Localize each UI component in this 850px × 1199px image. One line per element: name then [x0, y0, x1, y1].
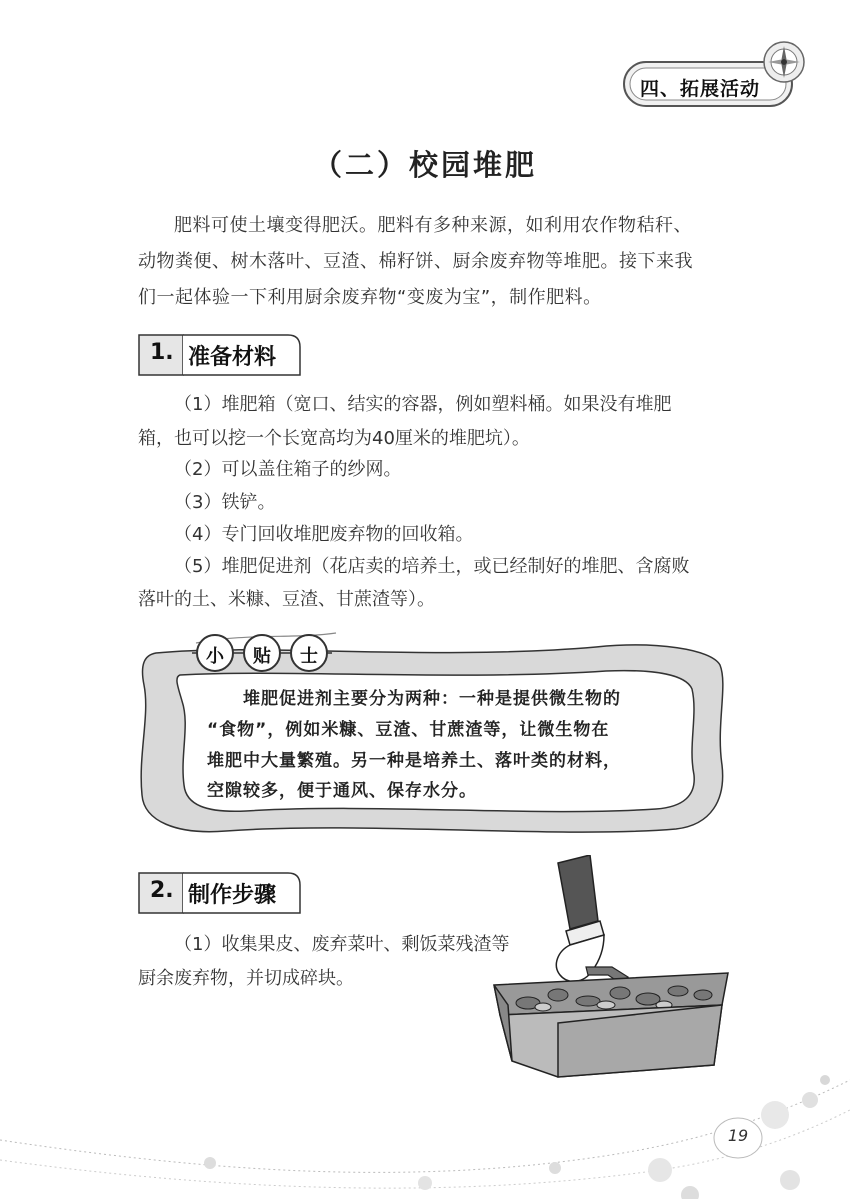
- tip-label-char: 贴: [253, 646, 271, 667]
- list-item: （3）铁铲。: [174, 492, 276, 513]
- list-item: （1）堆肥箱（宽口、结实的容器，例如塑料桶。如果没有堆肥: [174, 394, 672, 415]
- section-number: 2.: [150, 878, 174, 903]
- list-item: 厨余废弃物，并切成碎块。: [138, 968, 354, 989]
- compass-icon: [760, 38, 808, 86]
- section-heading: 制作步骤: [188, 883, 277, 908]
- page-number: 19: [727, 1126, 749, 1145]
- list-item: （5）堆肥促进剂（花店卖的培养土，或已经制好的堆肥、含腐败: [174, 556, 690, 577]
- page-title: （二）校园堆肥: [312, 148, 537, 182]
- list-item: （1）收集果皮、废弃菜叶、剩饭菜残渣等: [174, 934, 510, 955]
- list-item: （2）可以盖住箱子的纱网。: [174, 459, 402, 480]
- intro-line: 肥料可使土壤变得肥沃。肥料有多种来源，如利用农作物秸秆、: [174, 215, 692, 236]
- tip-line: 堆肥促进剂主要分为两种：一种是提供微生物的: [243, 689, 621, 709]
- list-item: 落叶的土、米糠、豆渣、甘蔗渣等）。: [138, 589, 435, 610]
- section-number: 1.: [150, 340, 174, 365]
- list-item: （4）专门回收堆肥废弃物的回收箱。: [174, 524, 474, 545]
- tip-label-char: 小: [206, 646, 224, 667]
- tip-label-char: 士: [300, 646, 318, 667]
- tip-line: “食物”，例如米糠、豆渣、甘蔗渣等，让微生物在: [207, 720, 610, 740]
- tip-line: 空隙较多，便于通风、保存水分。: [207, 781, 477, 801]
- intro-paragraph: [138, 208, 723, 316]
- compost-bin-illustration: [488, 855, 736, 1085]
- chapter-label: 四、拓展活动: [640, 78, 761, 100]
- list-item: 箱，也可以挖一个长宽高均为40厘米的堆肥坑）。: [138, 428, 530, 449]
- tip-line: 堆肥中大量繁殖。另一种是培养土、落叶类的材料，: [207, 751, 621, 771]
- intro-line: 动物粪便、树木落叶、豆渣、棉籽饼、厨余废弃物等堆肥。接下来我: [138, 251, 693, 272]
- section-heading: 准备材料: [188, 345, 277, 370]
- intro-line: 们一起体验一下利用厨余废弃物“变废为宝”，制作肥料。: [138, 287, 602, 308]
